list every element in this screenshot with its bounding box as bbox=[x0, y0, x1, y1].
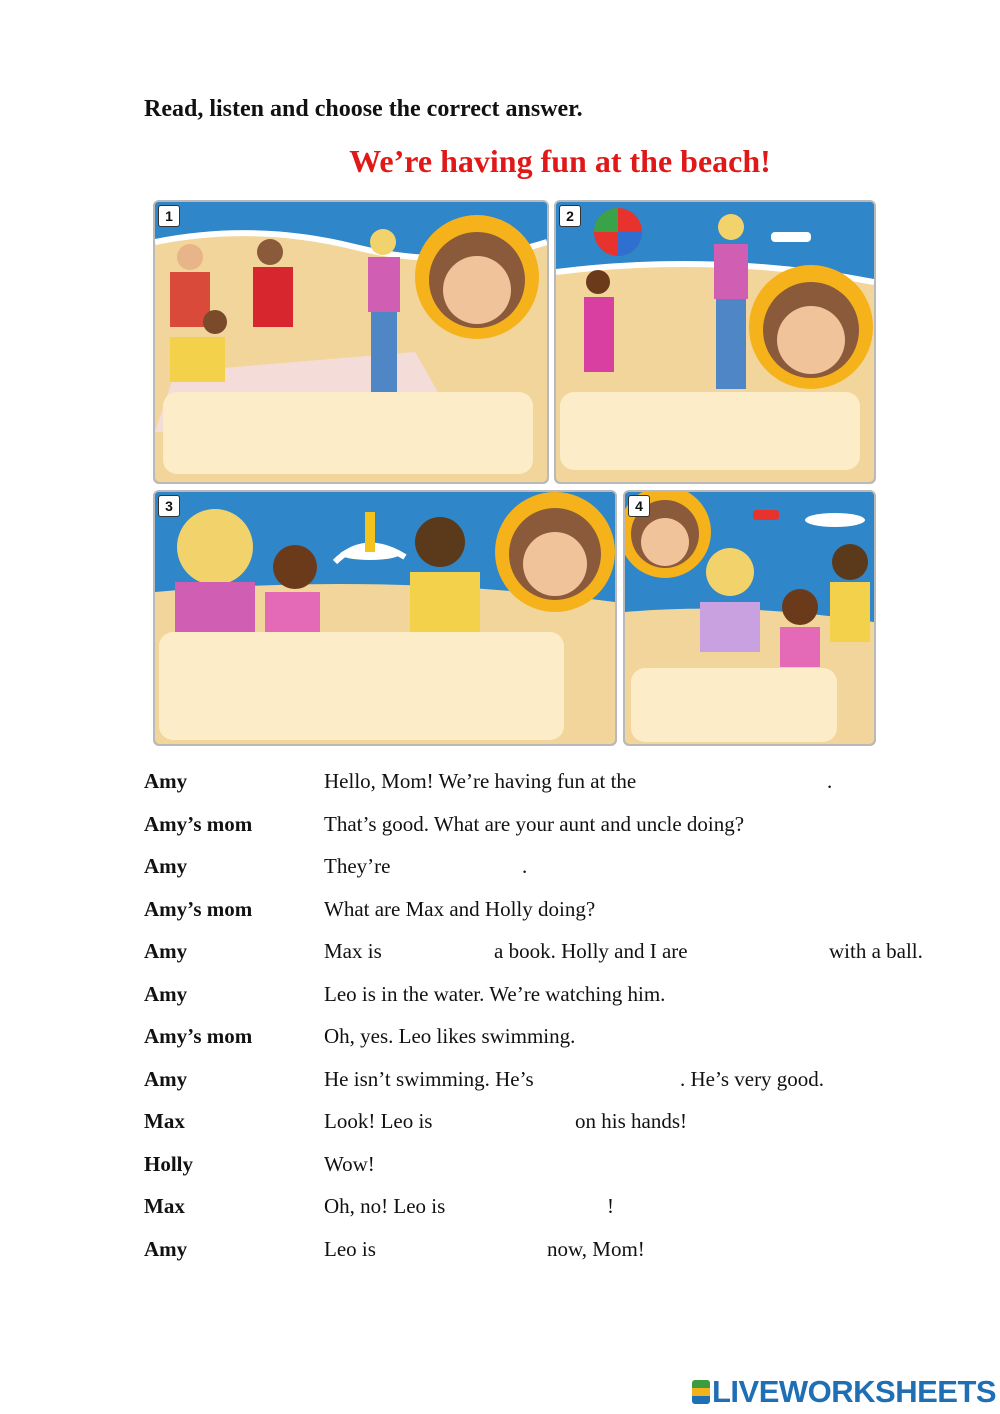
logo-text: LIVEWORKSHEETS bbox=[712, 1374, 997, 1409]
line-text: . bbox=[522, 854, 528, 878]
line-text: with a ball. bbox=[829, 939, 923, 963]
speaker-label: Amy bbox=[144, 1067, 188, 1091]
line-text: now, Mom! bbox=[547, 1237, 645, 1261]
liveworksheets-logo bbox=[692, 1374, 996, 1410]
speaker-label: Amy bbox=[144, 854, 188, 878]
speaker-label: Holly bbox=[144, 1152, 194, 1176]
line-text: a book. Holly and I are bbox=[494, 939, 688, 963]
line-text: ! bbox=[607, 1194, 614, 1218]
line-text: Leo is bbox=[324, 1237, 376, 1261]
panel-number-2: 2 bbox=[559, 205, 581, 227]
speaker-label: Amy bbox=[144, 982, 188, 1006]
panel-number-1: 1 bbox=[158, 205, 180, 227]
comic-panel-1 bbox=[153, 200, 549, 484]
line-text: Hello, Mom! We’re having fun at the bbox=[324, 769, 637, 793]
line-text: That’s good. What are your aunt and uncle doing? bbox=[324, 812, 745, 836]
speaker-label: Amy bbox=[144, 939, 188, 963]
line-text: He isn’t swimming. He’s bbox=[324, 1067, 534, 1091]
speaker-label: Max bbox=[144, 1194, 185, 1218]
line-text: They’re bbox=[324, 854, 391, 878]
panel-number-3: 3 bbox=[158, 495, 180, 517]
worksheet-title: We’re having fun at the beach! bbox=[349, 143, 771, 179]
line-text: Max is bbox=[324, 939, 382, 963]
comic-panel-2 bbox=[554, 200, 876, 484]
answer-box-1[interactable] bbox=[163, 392, 533, 474]
speaker-label: Amy bbox=[144, 769, 188, 793]
speaker-label: Amy’s mom bbox=[144, 897, 253, 921]
instruction-text: Read, listen and choose the correct answer. bbox=[144, 96, 583, 122]
line-text: . He’s very good. bbox=[680, 1067, 825, 1091]
answer-box-4[interactable] bbox=[631, 668, 837, 742]
speaker-label: Amy’s mom bbox=[144, 812, 253, 836]
speaker-label: Amy bbox=[144, 1237, 188, 1261]
line-text: What are Max and Holly doing? bbox=[324, 897, 596, 921]
line-text: Oh, yes. Leo likes swimming. bbox=[324, 1024, 576, 1048]
line-text: Wow! bbox=[324, 1152, 375, 1176]
answer-box-2[interactable] bbox=[560, 392, 860, 470]
speaker-label: Amy’s mom bbox=[144, 1024, 253, 1048]
panel-number-4: 4 bbox=[628, 495, 650, 517]
line-text: Leo is in the water. We’re watching him. bbox=[324, 982, 666, 1006]
line-text: on his hands! bbox=[575, 1109, 687, 1133]
line-text: . bbox=[827, 769, 833, 793]
line-text: Oh, no! Leo is bbox=[324, 1194, 446, 1218]
line-text: Look! Leo is bbox=[324, 1109, 433, 1133]
answer-box-3[interactable] bbox=[159, 632, 564, 740]
comic-panel-4 bbox=[623, 490, 876, 746]
liveworksheets-icon bbox=[692, 1380, 710, 1404]
comic-panel-3 bbox=[153, 490, 617, 746]
speaker-label: Max bbox=[144, 1109, 185, 1133]
